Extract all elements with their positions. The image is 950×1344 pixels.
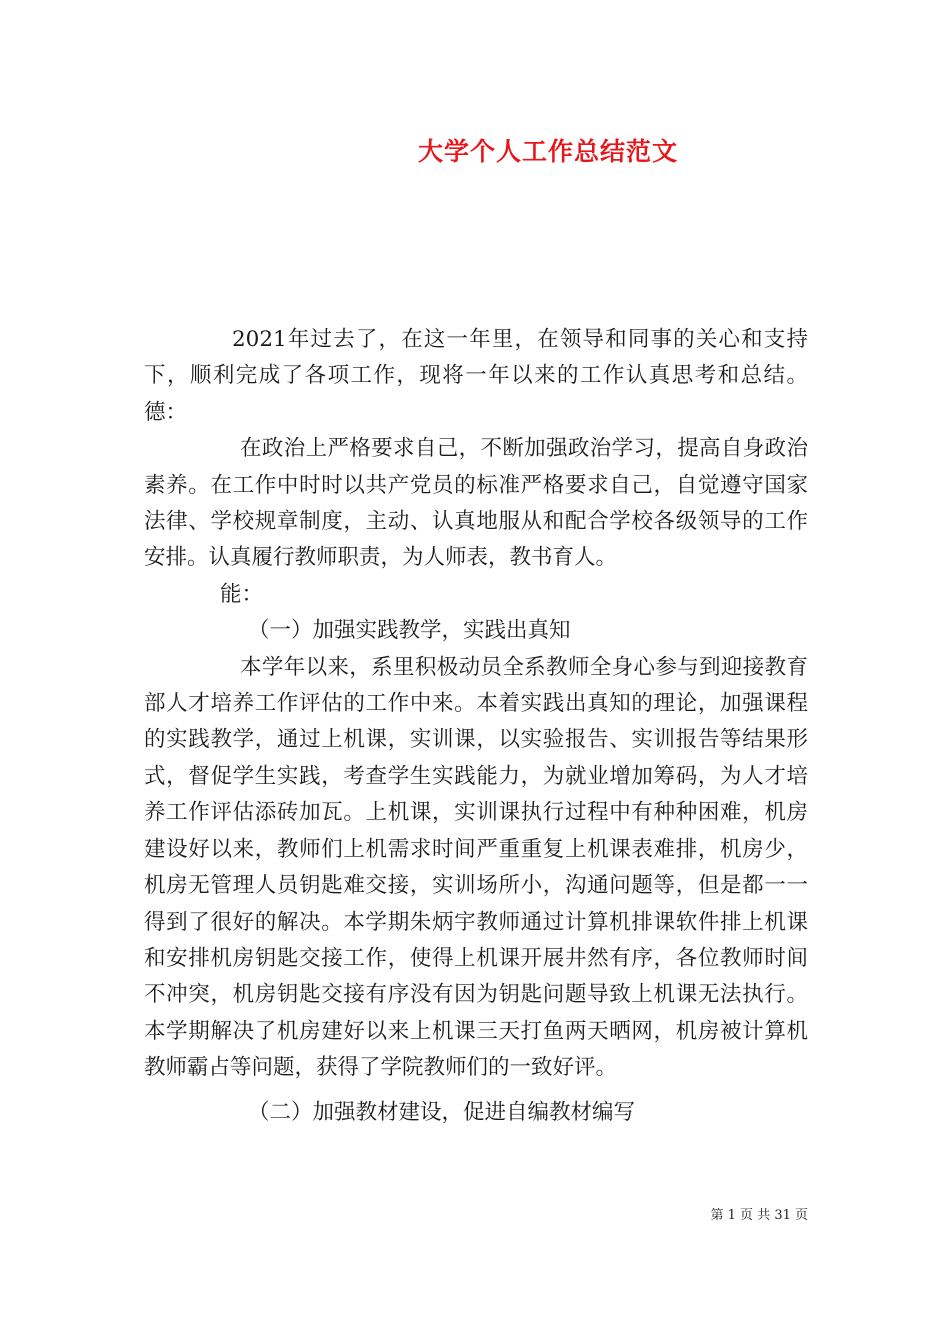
paragraph-ability-label: 能： <box>220 581 264 607</box>
section-heading-practice: （一）加强实践教学，实践出真知 <box>248 618 571 644</box>
paragraph-practice: 本学年以来，系里积极动员全系教师全身心参与到迎接教育部人才培养工作评估的工作中来。本着实践出真知的理论，加强课程的实践教学，通过上机课，实训课，以实验报告、实训报告等结果形式，督促学生实践，考查学生实践能力，为就业增加筹码，为人才培养工作评估添砖加瓦。上机课，实训课执行过程中有种种困难，机房建设好以来，教师们上机需求时间严重重复上机课表难排，机房少，机房无管理人员钥匙难交接，实训场所小，沟通问题等，但是都一一得到了很好的解决。本学期朱炳宇教师通过计算机排课软件排上机课和安排机房钥匙交接工作，使得上机课开展井然有序，各位教师时间不冲突，机房钥匙交接有序没有因为钥匙问题导致上机课无法执行。本学期解决了机房建好以来上机课三天打鱼两天晒网，机房被计算机教师霸占等问题，获得了学院教师们的一致好评。 <box>144 654 808 1081</box>
document-title: 大学个人工作总结范文 <box>417 137 678 166</box>
section-heading-textbook: （二）加强教材建设，促进自编教材编写 <box>248 1099 636 1125</box>
paragraph-intro: 2021年过去了，在这一年里，在领导和同事的关心和支持下，顺利完成了各项工作，现将一年以来的工作认真思考和总结。德： <box>144 327 808 425</box>
page-number-footer: 第 1 页 共 31 页 <box>710 1208 808 1223</box>
document-body <box>144 322 808 1131</box>
paragraph-morality: 在政治上严格要求自己，不断加强政治学习，提高自身政治素养。在工作中时时以共产党员的标准严格要求自己，自觉遵守国家法律、学校规章制度，主动、认真地服从和配合学校各级领导的工作安排。认真履行教师职责，为人师表，教书育人。 <box>144 436 808 571</box>
